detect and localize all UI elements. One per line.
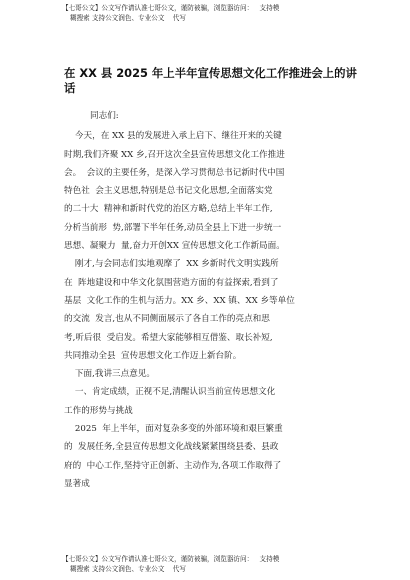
- section-heading-line: 一、肯定成绩，正视不足,清醒认识当前宣传思想文化: [64, 387, 276, 398]
- document-title-line-2: 话: [64, 81, 76, 95]
- paragraph-line: 2025 年上半年，面对复杂多变的外部环境和艰巨繁重: [64, 424, 283, 435]
- paragraph-line: 时期,我们齐聚 XX 乡,召开这次全县宣传思想文化工作推进: [64, 149, 285, 160]
- paragraph-line: 基层 文化工作的生机与活力。XX 乡、XX 镇、XX 乡等单位: [64, 295, 295, 306]
- paragraph-line: 分析当前形 势,部署下半年任务,动员全县上下进一步统一: [64, 222, 282, 233]
- paragraph-achievements: [64, 420, 344, 493]
- paragraph-line: 刚才,与会同志们实地观摩了 XX 乡新时代文明实践所: [64, 259, 279, 270]
- salutation: 同志们:: [90, 111, 119, 121]
- paragraph-line: 的 发展任务,全县宣传思想文化战线紧紧围绕县委、县政: [64, 442, 279, 453]
- footer-notice: [62, 554, 362, 574]
- header-notice-line-1: 【七哥公文】公文写作请认准七哥公文，谨防被骗，浏览器访问： 支持模: [62, 4, 280, 12]
- paragraph-outline: [64, 365, 344, 383]
- paragraph-line: 下面,我讲三点意见。: [64, 369, 156, 380]
- section-heading-line: 工作的形势与挑战: [64, 405, 133, 416]
- paragraph-line: 府的 中心工作,坚持守正创新、主动作为,各项工作取得了: [64, 460, 282, 471]
- paragraph-line: 显著成: [64, 478, 90, 489]
- document-body: [64, 107, 344, 493]
- section-heading-one: [64, 383, 344, 420]
- paragraph-line: 特色社 会主义思想,特别是总书记文化思想,全面落实党: [64, 186, 273, 197]
- footer-notice-line-2: 糊搜索 支持公文润色、专业公文 代写: [70, 565, 186, 573]
- paragraph-line: 的二十大 精神和新时代党的治区方略,总结上半年工作,: [64, 204, 273, 215]
- paragraph-observation: [64, 255, 344, 365]
- paragraph-line: 思想、凝聚力 量,奋力开创XX 宣传思想文化工作新局面。: [64, 241, 285, 252]
- document-title-line-1: 在 XX 县 2025 年上半年宣传思想文化工作推进会上的讲: [64, 66, 357, 80]
- document-title: [64, 66, 364, 96]
- paragraph-line: 在 阵地建设和中华文化氛围营造方面的有益探索,看到了: [64, 277, 279, 288]
- footer-notice-line-1: 【七哥公文】公文写作请认准七哥公文，谨防被骗，浏览器访问： 支持模: [62, 555, 280, 563]
- header-notice: [62, 3, 362, 23]
- paragraph-line: 共同推动全县 宣传思想文化工作迈上新台阶。: [64, 350, 242, 361]
- paragraph-line: 今天，在 XX 县的发展进入承上启下、继往开来的关键: [64, 131, 282, 142]
- header-notice-line-2: 糊搜索 支持公文润色、专业公文 代写: [70, 14, 186, 22]
- paragraph-line: 会。 会议的主要任务，是深入学习贯彻总书记新时代中国: [64, 167, 285, 178]
- paragraph-opening: [64, 127, 344, 255]
- paragraph-line: 考,听后很 受启发。希望大家能够相互借鉴、取长补短,: [64, 332, 273, 343]
- paragraph-line: 的交流 发言,也从不同侧面展示了各自工作的亮点和思: [64, 314, 270, 325]
